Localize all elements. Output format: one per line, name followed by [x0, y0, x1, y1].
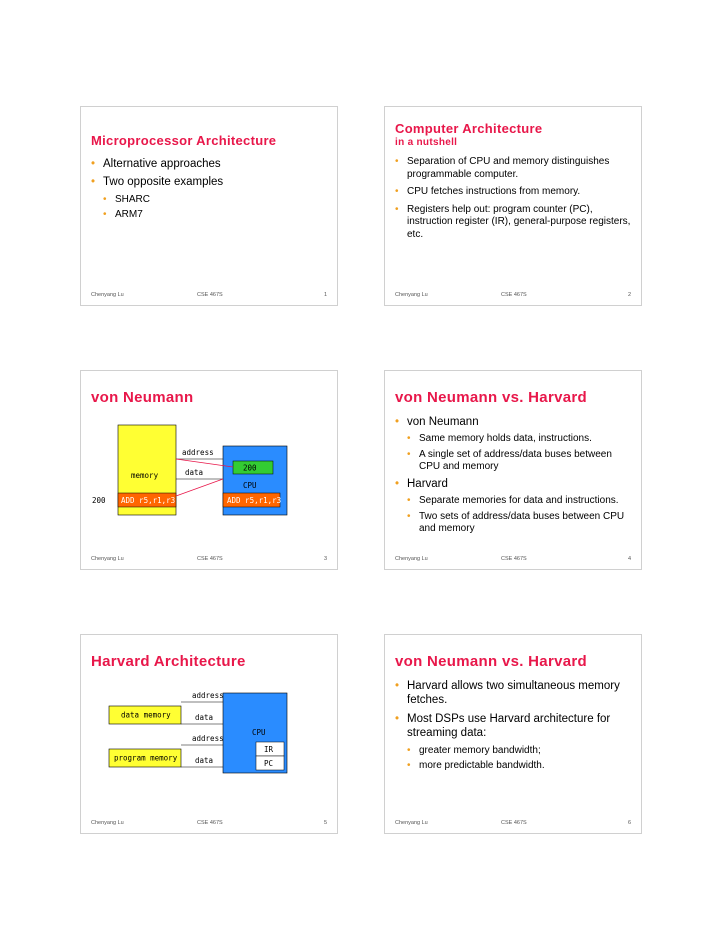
- slide-2: [384, 106, 642, 306]
- slide-title: von Neumann vs. Harvard: [395, 389, 587, 406]
- footer-course: CSE 467S: [501, 820, 527, 826]
- list-item: • SHARC: [103, 194, 327, 207]
- footer-author: Chenyang Lu: [91, 292, 124, 298]
- slide-number: 4: [627, 556, 631, 562]
- slide-6: [384, 634, 642, 834]
- footer-author: Chenyang Lu: [395, 556, 428, 562]
- data-label: data: [195, 756, 214, 765]
- footer-author: Chenyang Lu: [91, 556, 124, 562]
- slide-title: Harvard Architecture: [91, 653, 246, 670]
- list-item: • Harvard allows two simultaneous memory fetches.: [395, 679, 631, 708]
- address-label: address: [192, 734, 224, 743]
- von-neumann-diagram: [81, 371, 339, 571]
- slide-title: von Neumann vs. Harvard: [395, 653, 587, 670]
- list-item: • von Neumann: [395, 415, 631, 429]
- program-memory-label: program memory: [114, 753, 178, 763]
- footer-author: Chenyang Lu: [395, 820, 428, 826]
- cpu-label: CPU: [243, 481, 257, 490]
- footer-course: CSE 467S: [197, 820, 223, 826]
- slide-title: Computer Architecture: [395, 121, 543, 136]
- list-item: • ARM7: [103, 209, 327, 222]
- list-item: • Two sets of address/data buses between CPU and memory: [407, 511, 631, 536]
- list-item: • greater memory bandwidth;: [407, 745, 631, 758]
- list-item: • Separate memories for data and instructions.: [407, 495, 631, 508]
- footer-course: CSE 467S: [197, 556, 223, 562]
- slide-5: [80, 634, 338, 834]
- list-item: • A single set of address/data buses between CPU and memory: [407, 449, 631, 474]
- memory-address: 200: [92, 496, 106, 505]
- data-arrow: [176, 479, 223, 496]
- pc-value: 200: [243, 463, 257, 473]
- list-item: • Separation of CPU and memory distinguishes programmable computer.: [395, 156, 631, 181]
- data-memory-label: data memory: [121, 710, 171, 720]
- slide-3: [80, 370, 338, 570]
- slide-title: von Neumann: [91, 389, 194, 406]
- address-label: address: [192, 691, 224, 700]
- slide-title: Microprocessor Architecture: [91, 133, 277, 148]
- bullet-list: [395, 679, 631, 776]
- data-label: data: [185, 468, 204, 477]
- cpu-label: CPU: [252, 728, 266, 737]
- bullet-list: [91, 157, 327, 225]
- memory-instruction: ADD r5,r1,r3: [121, 496, 176, 505]
- list-item: • Registers help out: program counter (PC), instruction register (IR), general-purpose registers, etc.: [395, 204, 631, 242]
- ir-label: IR: [264, 745, 274, 754]
- list-item: • CPU fetches instructions from memory.: [395, 186, 631, 199]
- slide-number: 2: [627, 292, 631, 298]
- slide-number: 1: [323, 292, 327, 298]
- harvard-diagram: [81, 635, 339, 835]
- list-item: • Alternative approaches: [91, 157, 327, 171]
- slide-1: [80, 106, 338, 306]
- slide-number: 6: [627, 820, 631, 826]
- slide-number: 5: [323, 820, 327, 826]
- pc-label: PC: [264, 759, 274, 768]
- memory-label: memory: [131, 471, 159, 480]
- footer-course: CSE 467S: [501, 292, 527, 298]
- address-label: address: [182, 448, 214, 457]
- list-item: • Two opposite examples: [91, 175, 327, 189]
- list-item: • more predictable bandwidth.: [407, 760, 631, 773]
- list-item: • Same memory holds data, instructions.: [407, 433, 631, 446]
- footer-author: Chenyang Lu: [91, 820, 124, 826]
- footer-author: Chenyang Lu: [395, 292, 428, 298]
- footer-course: CSE 467S: [501, 556, 527, 562]
- footer-course: CSE 467S: [197, 292, 223, 298]
- slide-subtitle: in a nutshell: [395, 137, 458, 148]
- data-label: data: [195, 713, 214, 722]
- list-item: • Most DSPs use Harvard architecture for streaming data:: [395, 712, 631, 741]
- slide-number: 3: [323, 556, 327, 562]
- list-item: • Harvard: [395, 477, 631, 491]
- bullet-list: [395, 156, 631, 246]
- bullet-list: [395, 415, 631, 539]
- ir-instruction: ADD r5,r1,r3: [227, 496, 282, 505]
- slide-4: [384, 370, 642, 570]
